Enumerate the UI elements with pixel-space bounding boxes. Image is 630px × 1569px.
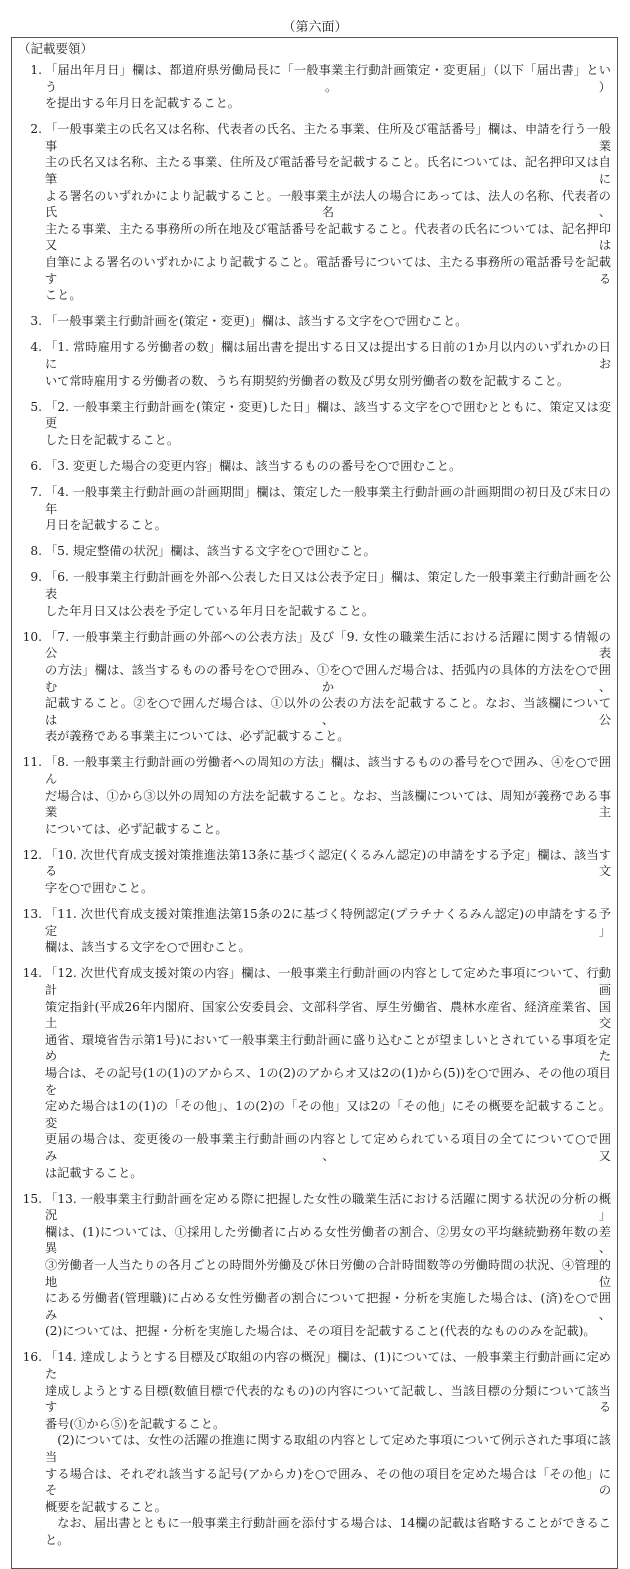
item-number: 8.	[30, 544, 42, 559]
item-text-line: 概要を記載すること。	[45, 1499, 167, 1514]
item-number: 14.	[22, 966, 42, 981]
item-text-line: だ場合は、①から③以外の周知の方法を記載すること。なお、当該欄については、周知が義務である事業主	[45, 788, 611, 820]
item-text-line: 更届の場合は、変更後の一般事業主行動計画の内容として定められている項目の全てについて○で囲み、又	[45, 1132, 611, 1163]
item-text-line: 場合は、その記号(1の(1)のアからス、1の(2)のアからオ又は2の(1)から(5))を○で囲み、その他の項目を	[45, 1065, 611, 1097]
item-text-line: にある労働者(管理職)に占める女性労働者の割合について把握・分析を実施した場合は、(済)を○で囲み、	[45, 1291, 611, 1322]
item-text-line: 「一般事業主の氏名又は名称、代表者の氏名、主たる事業、住所及び電話番号」欄は、申請を行う一般事業	[45, 122, 611, 153]
item-text-line: 「14. 達成しようとする目標及び取組の内容の概況」欄は、(1)については、一般事業主行動計画に定めた	[45, 1350, 611, 1382]
item-text-line: 「12. 次世代育成支援対策の内容」欄は、一般事業主行動計画の内容として定めた事項について、行動計画	[45, 966, 611, 997]
item-text-line: 字を○で囲むこと。	[45, 881, 154, 896]
item-text-line: した年月日又は公表を予定している年月日を記載すること。	[45, 603, 375, 618]
item-text	[45, 399, 611, 449]
item-text	[45, 62, 611, 112]
item-text-line: 「1. 常時雇用する労働者の数」欄は届出書を提出する日又は提出する日前の1か月以内のいずれかの日にお	[45, 340, 611, 371]
item-text-line: は記載すること。	[45, 1165, 143, 1180]
item-text	[45, 569, 611, 619]
item-text	[45, 629, 611, 745]
item-text-line: 定めた場合は1の(1)の「その他」、1の(2)の「その他」又は2の「その他」にその概要を記載すること。変	[45, 1099, 611, 1130]
item-number: 1.	[30, 63, 42, 77]
item-text-line: 「10. 次世代育成支援対策推進法第13条に基づく認定(くるみん認定)の申請をする予定」欄は、該当する文	[45, 847, 611, 879]
item-text-line: を提出する年月日を記載すること。	[45, 96, 240, 111]
item-number: 9.	[30, 570, 42, 585]
item-text	[45, 458, 611, 475]
item-number: 12.	[22, 847, 42, 862]
item-text-line: した日を記載すること。	[45, 432, 180, 447]
instruction-item	[12, 484, 617, 534]
item-text-line: いて常時雇用する労働者の数、うち有期契約労働者の数及び男女別労働者の数を記載すること。	[45, 373, 570, 388]
item-number: 4.	[30, 340, 42, 355]
item-text-line: 「5. 規定整備の状況」欄は、該当する文字を○で囲むこと。	[45, 544, 376, 559]
instruction-item	[12, 629, 617, 745]
item-text-line: 記載すること。②を○で囲んだ場合は、①以外の公表の方法を記載すること。なお、当該欄については、公	[45, 696, 611, 727]
item-text	[45, 906, 611, 956]
item-text-line: 「4. 一般事業主行動計画の計画期間」欄は、策定した一般事業主行動計画の計画期間の初日及び末日の年	[45, 485, 611, 516]
instruction-item	[12, 458, 617, 475]
item-text-line: 欄は、(1)については、①採用した労働者に占める女性労働者の割合、②男女の平均継続勤務年数の差異、	[45, 1224, 611, 1256]
item-text-line: 「11. 次世代育成支援対策推進法第15条の2に基づく特例認定(プラチナくるみん認定)の申請をする予定」	[45, 907, 611, 938]
item-text-line: ③労働者一人当たりの各月ごとの時間外労働及び休日労働の合計時間数等の労働時間の状況、④管理的地位	[45, 1258, 611, 1289]
item-text-line: 自筆による署名のいずれかにより記載すること。電話番号については、主たる事務所の電話番号を記載する	[45, 255, 611, 286]
item-text	[45, 1349, 611, 1548]
item-text-line: こと。	[45, 288, 82, 303]
item-text-line: 表が義務である事業主については、必ず記載すること。	[45, 729, 350, 744]
item-text-line: 達成しようとする目標(数値目標で代表的なもの)の内容について記載し、当該目標の分類について該当する	[45, 1383, 611, 1415]
item-text-line: 「13. 一般事業主行動計画を定める際に把握した女性の職業生活における活躍に関する状況の分析の概況」	[45, 1191, 611, 1223]
item-text-line: の方法」欄は、該当するものの番号を○で囲み、①を○で囲んだ場合は、括弧内の具体的方法を○で囲むか、	[45, 662, 611, 694]
instruction-item	[12, 339, 617, 389]
item-text-line: よる署名のいずれかにより記載すること。一般事業主が法人の場合にあっては、法人の名称、代表者の氏名、	[45, 188, 611, 220]
page-title: （第六面）	[282, 20, 348, 35]
instruction-item	[12, 754, 617, 837]
item-text-line: なお、届出書とともに一般事業主行動計画を添付する場合は、14欄の記載は省略することができること。	[45, 1516, 611, 1547]
section-heading: （記載要領）	[18, 41, 94, 56]
instruction-item	[12, 313, 617, 330]
item-number: 15.	[22, 1191, 42, 1206]
item-number: 13.	[22, 907, 42, 922]
item-text-line: 主たる事業、主たる事務所の所在地及び電話番号を記載すること。代表者の氏名については、記名押印又は	[45, 221, 611, 253]
item-text	[45, 543, 611, 560]
item-text-line: 番号(①から⑤)を記載すること。	[45, 1416, 226, 1431]
instruction-item	[12, 965, 617, 1181]
item-text-line: (2)については、女性の活躍の推進に関する取組の内容として定めた事項について例示された事項に該当	[45, 1433, 611, 1465]
item-text-line: (2)については、把握・分析を実施した場合は、その項目を記載すること(代表的なもののみを記載)。	[45, 1324, 596, 1339]
item-number: 10.	[22, 629, 42, 644]
item-number: 3.	[30, 314, 42, 329]
item-text-line: 「6. 一般事業主行動計画を外部へ公表した日又は公表予定日」欄は、策定した一般事業主行動計画を公表	[45, 570, 611, 602]
instruction-item	[12, 1191, 617, 1340]
item-text	[45, 339, 611, 389]
item-text	[45, 121, 611, 304]
item-number: 7.	[30, 485, 42, 500]
instruction-item	[12, 1349, 617, 1548]
item-text	[45, 313, 611, 330]
item-text-line: 通省、環境省告示第1号)において一般事業主行動計画に盛り込むことが望ましいとされている事項を定めた	[45, 1032, 611, 1064]
item-text-line: 「3. 変更した場合の変更内容」欄は、該当するものの番号を○で囲むこと。	[45, 458, 462, 473]
instruction-item	[12, 847, 617, 897]
item-text-line: 「2. 一般事業主行動計画を(策定・変更)した日」欄は、該当する文字を○で囲むとともに、策定又は変更	[45, 399, 611, 431]
item-text-line: 主の氏名又は名称、主たる事業、住所及び電話番号を記載すること。氏名については、記名押印又は自筆に	[45, 155, 611, 187]
item-text-line: 策定指針(平成26年内閣府、国家公安委員会、文部科学省、厚生労働省、農林水産省、経済産業省、国土交	[45, 999, 611, 1031]
instruction-item	[12, 62, 617, 112]
instruction-item	[12, 569, 617, 619]
instruction-item	[12, 121, 617, 304]
item-text	[45, 754, 611, 837]
item-number: 6.	[30, 458, 42, 473]
item-text	[45, 484, 611, 534]
item-text-line: 「7. 一般事業主行動計画の外部への公表方法」及び「9. 女性の職業生活における活躍に関する情報の公表	[45, 629, 611, 661]
instruction-item	[12, 906, 617, 956]
instruction-list	[12, 62, 617, 1549]
item-text-line: 「8. 一般事業主行動計画の労働者への周知の方法」欄は、該当するものの番号を○で囲み、④を○で囲ん	[45, 755, 611, 786]
instruction-item	[12, 399, 617, 449]
instructions-box	[11, 37, 618, 1569]
item-text-line: する場合は、それぞれ該当する記号(アからカ)を○で囲み、その他の項目を定めた場合は「その他」にその	[45, 1466, 611, 1498]
item-text	[45, 847, 611, 897]
item-text	[45, 965, 611, 1181]
item-text-line: については、必ず記載すること。	[45, 821, 228, 836]
instruction-item	[12, 543, 617, 560]
item-number: 11.	[22, 755, 42, 770]
item-text-line: 欄は、該当する文字を○で囲むこと。	[45, 940, 251, 955]
item-text-line: 「届出年月日」欄は、都道府県労働局長に「一般事業主行動計画策定・変更届」（以下「届出書」という。）	[45, 63, 611, 94]
item-text-line: 「一般事業主行動計画を(策定・変更)」欄は、該当する文字を○で囲むこと。	[45, 314, 468, 329]
item-text-line: 月日を記載すること。	[45, 518, 167, 533]
item-number: 5.	[30, 399, 42, 414]
item-number: 16.	[22, 1350, 42, 1365]
item-number: 2.	[30, 122, 42, 137]
item-text	[45, 1191, 611, 1340]
